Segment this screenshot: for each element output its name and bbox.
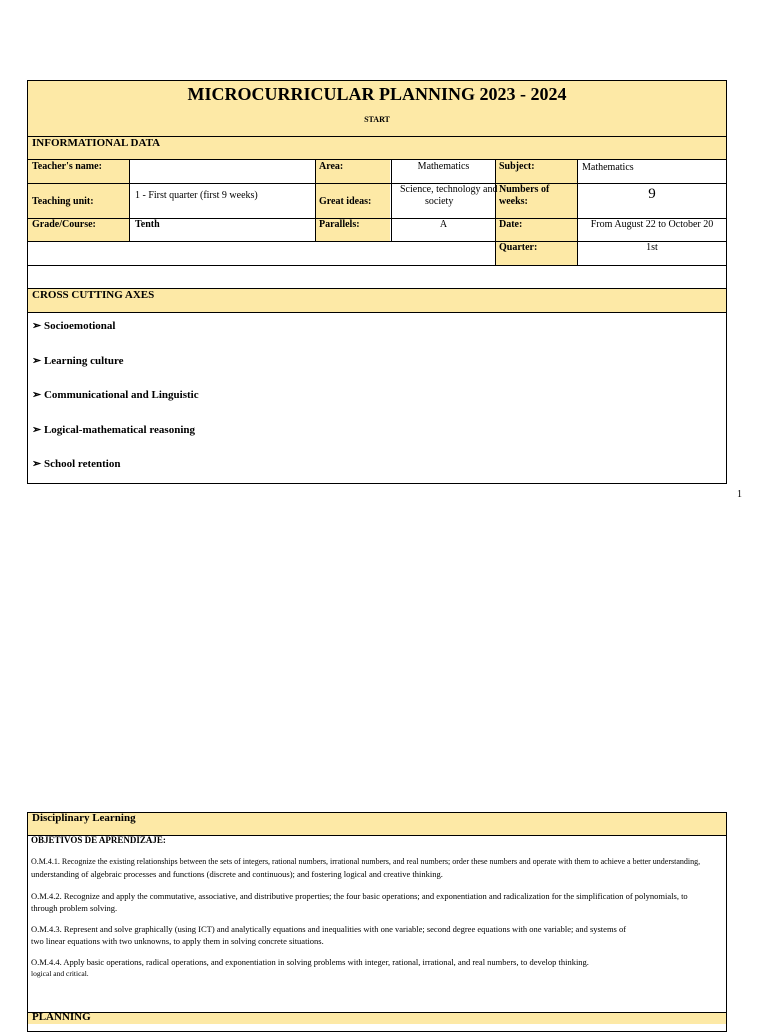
page-title: MICROCURRICULAR PLANNING 2023 - 2024: [187, 84, 567, 104]
grade-value: Tenth: [135, 219, 160, 230]
objective-1-line1: O.M.4.1. Recognize the existing relationships between the sets of integers, rational numbers, irrational numbers, and real numbers; order these numbers and operate with them to achieve a better understanding,: [31, 857, 701, 866]
parallels-value: A: [439, 219, 448, 230]
page-number: 1: [737, 489, 742, 500]
area-value: Mathematics: [417, 161, 470, 172]
quarter-value: 1st: [646, 242, 658, 253]
teaching-unit-label: Teaching unit:: [32, 196, 94, 207]
date-label: Date:: [499, 219, 523, 230]
disciplinary-header: Disciplinary Learning: [32, 812, 136, 824]
axis-item-learning-culture: ➢ Learning culture: [32, 355, 124, 367]
axis-item-school-retention: ➢ School retention: [32, 458, 121, 470]
objectives-header: OBJETIVOS DE APRENDIZAJE:: [31, 835, 166, 845]
area-label: Area:: [319, 161, 344, 172]
weeks-label-line1: Numbers of: [499, 184, 550, 195]
planning-header-band: [28, 1013, 726, 1024]
objective-4-line2: logical and critical.: [31, 969, 89, 978]
start-label: START: [364, 115, 390, 124]
objective-3-line1: O.M.4.3. Represent and solve graphically (using ICT) and analytically equations and inequalities with one variable; second degree equations with one variable; and systems of: [31, 924, 627, 934]
date-value: From August 22 to October 20: [590, 219, 714, 230]
planning-header: PLANNING: [32, 1011, 91, 1023]
grade-label: Grade/Course:: [32, 219, 96, 230]
axis-item-socioemotional: ➢ Socioemotional: [32, 320, 116, 332]
subject-value: Mathematics: [582, 162, 634, 173]
objective-2-line1: O.M.4.2. Recognize and apply the commutative, associative, and distributive properties; the four basic operations; and exponentiation and radicalization for the simplification of polynomials, to: [31, 891, 688, 901]
objective-1-line2: understanding of algebraic processes and functions (discrete and continuous); and fostering logical and creative thinking.: [31, 869, 443, 879]
weeks-value: 9: [648, 186, 656, 202]
subject-label: Subject:: [499, 161, 535, 172]
great-ideas-label: Great ideas:: [319, 196, 372, 207]
axis-item-logical-mathematical: ➢ Logical-mathematical reasoning: [32, 424, 195, 436]
objective-2-line2: through problem solving.: [31, 903, 118, 913]
teaching-unit-value: 1 - First quarter (first 9 weeks): [135, 190, 258, 201]
axis-item-communicational: ➢ Communicational and Linguistic: [32, 389, 199, 401]
teacher-label: Teacher's name:: [32, 161, 102, 172]
informational-header: INFORMATIONAL DATA: [32, 137, 161, 149]
objective-3-line2: two linear equations with two unknowns, to apply them in solving concrete situations.: [31, 936, 324, 946]
quarter-label: Quarter:: [499, 242, 538, 253]
great-ideas-value-line2: society: [425, 196, 454, 207]
parallels-label: Parallels:: [319, 219, 360, 230]
disciplinary-table: [27, 812, 727, 1032]
cross-cutting-header: CROSS CUTTING AXES: [32, 289, 155, 301]
weeks-label-line2: weeks:: [499, 196, 528, 207]
great-ideas-value-line1: Science, technology and: [400, 184, 498, 195]
objective-4-line1: O.M.4.4. Apply basic operations, radical operations, and exponentiation in solving problems with integer, rational, irrational, and real numbers, to develop thinking.: [31, 957, 589, 967]
